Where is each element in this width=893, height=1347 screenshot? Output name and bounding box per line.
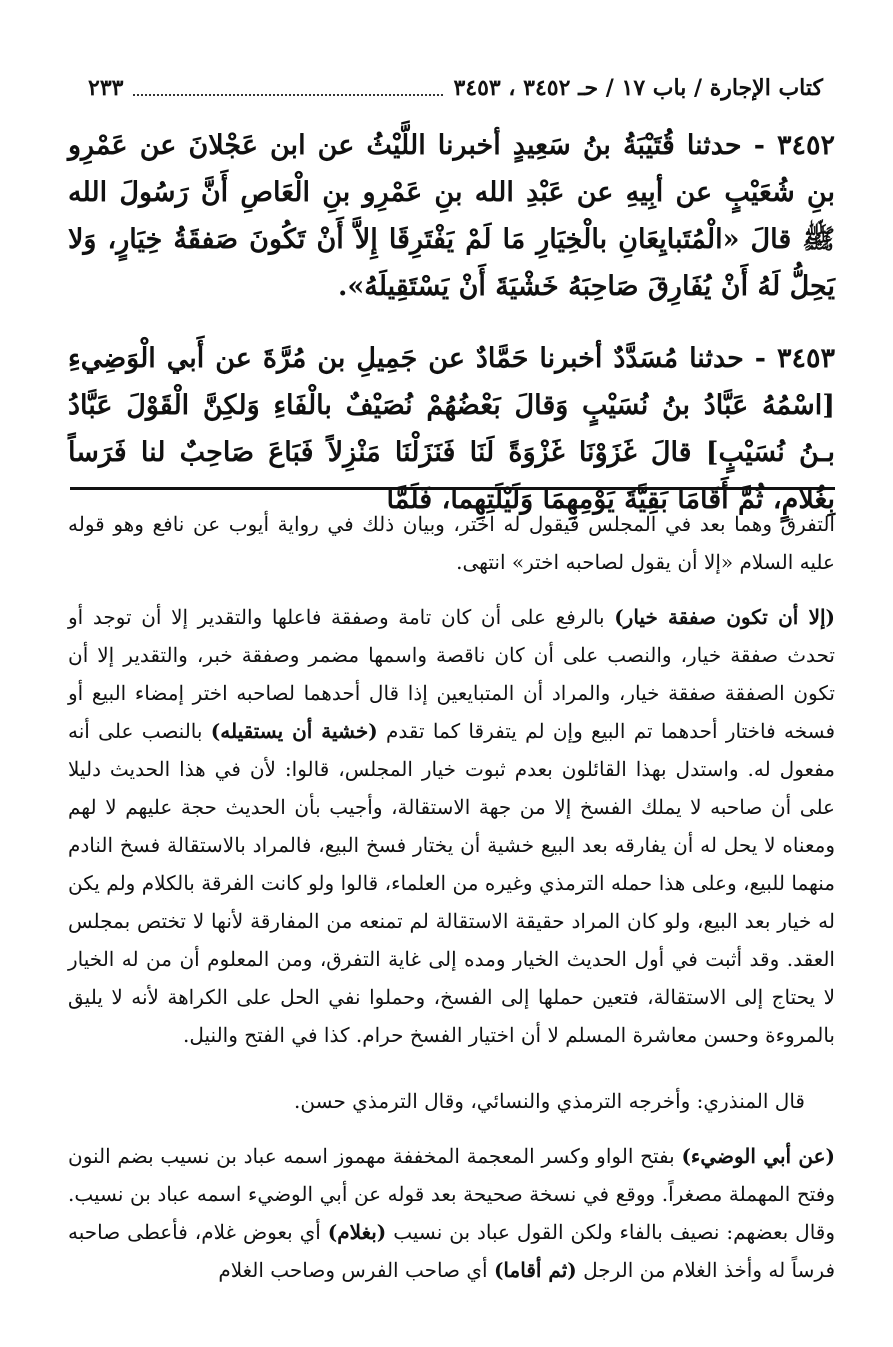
hadith-3453 (68, 335, 835, 523)
commentary-text: قال المنذري: وأخرجه الترمذي والنسائي، وقال الترمذي حسن. (294, 1089, 805, 1113)
header-title: كتاب الإجارة / باب ١٧ / حـ ٣٤٥٢ ، ٣٤٥٣ (453, 75, 823, 101)
hadith-text: حدثنا مُسَدَّدٌ أخبرنا حَمَّادٌ عن جَمِيلِ بن مُرَّةَ عن أَبي الْوَضِيءِ [اسْمُهُ عَبَّادُ بنُ نُسَيْبٍ وَقالَ بَعْضُهُمْ نُصَيْفٌ بالْفَاءِ وَلكِنَّ الْقَوْلَ عَبَّادُ بـنُ نُسَيْبٍ] قالَ غَزَوْنَا غَزْوَةً لَنَا فَنَزَلْنَا مَنْزِلاً فَبَاعَ صَاحِبٌ لنا فَرَساً بِغُلامٍ، ثُمَّ أَقَامَا بَقِيَّةَ يَوْمِهِمَا وَلَيْلَتِهِما، فَلَمَّا (68, 343, 835, 515)
commentary-paragraph (68, 598, 835, 1054)
hadith-number: ٣٤٥٣ - (754, 343, 835, 374)
running-header (88, 68, 823, 108)
commentary-term: (إلا أن تكون صفقة خيار) (614, 605, 835, 629)
commentary-term: (بغلام) (327, 1220, 387, 1244)
commentary-term: (عن أبي الوضيء) (681, 1144, 836, 1168)
page-number: ٢٣٣ (88, 75, 124, 101)
commentary-term: (ثم أقاما) (493, 1258, 577, 1282)
commentary-text: بالنصب على أنه مفعول له. واستدل بهذا القائلون بعدم ثبوت خيار المجلس، قالوا: لأن في هذا الحديث دليلا على أن صاحبه لا يملك الفسخ إلا من جهة الاستقالة، وأجيب بأن الحديث حجة عليهم لا لهم ومعناه لا يحل له أن يفارقه بعد البيع خشية أن يختار فسخ البيع، فالمراد بالاستقالة فسخ النادم منهما للبيع، وعلى هذا حمله الترمذي وغيره من العلماء، قالوا ولو كانت الفرقة بالكلام ولم يكن له خيار بعد البيع، ولو كان المراد حقيقة الاستقالة لم تمنعه من المفارقة لأنها لا تختص بمجلس العقد. وقد أثبت في أول الحديث الخيار ومده إلى غاية التفرق، ومن المعلوم أن من له الخيار لا يحتاج إلى الاستقالة، فتعين حملها إلى الفسخ، وحملوا نفي الحل على الكراهة لأنه لا يليق بالمروءة وحسن معاشرة المسلم لا أن اختيار الفسخ حرام. كذا في الفتح والنيل. (68, 719, 835, 1047)
commentary-paragraph (68, 505, 835, 581)
hadith-number: ٣٤٥٢ - (753, 130, 835, 161)
commentary-paragraph (68, 1137, 835, 1289)
dotted-leader (133, 80, 443, 96)
commentary-paragraph (68, 1082, 835, 1120)
separator-rule (70, 487, 835, 490)
hadith-text: حدثنا قُتَيْبَةُ بنُ سَعِيدٍ أخبرنا اللَّيْثُ عن ابن عَجْلانَ عن عَمْرِو بنِ شُعَيْبٍ عن أبِيهِ عن عَبْدِ الله بنِ عَمْرِو بنِ الْعَاصِ أَنَّ رَسُولَ الله ﷺ قالَ «الْمُتَبايِعَانِ بالْخِيَارِ مَا لَمْ يَفْتَرِقَا إِلاَّ أَنْ تَكُونَ صَفقَةُ خِيَارٍ، وَلا يَحِلُّ لَهُ أَنْ يُفَارِقَ صَاحِبَهُ خَشْيَةَ أَنْ يَسْتَقِيلَهُ». (68, 130, 835, 302)
commentary-text: التفرق وهما بعد في المجلس فيقول له اختر، وبيان ذلك في رواية أيوب عن نافع وهو قوله عليه السلام «إلا أن يقول لصاحبه اختر» انتهى. (68, 512, 835, 574)
hadith-3452 (68, 122, 835, 310)
commentary-term: (خشية أن يستقيله) (210, 719, 378, 743)
commentary-text: بالرفع على أن كان تامة وصفقة فاعلها والتقدير إلا أن توجد أو تحدث صفقة خيار، والنصب على أن كان ناقصة واسمها مضمر وصفقة خبر، والتقدير إلا أن تكون الصفقة صفقة خيار، والمراد أن المتبايعين إذا قال أحدهما لصاحبه اختر إمضاء البيع أو فسخه فاختار أحدهما تم البيع وإن لم يتفرقا كما تقدم (68, 605, 836, 743)
commentary-text: أي صاحب الفرس وصاحب الغلام (218, 1258, 488, 1282)
commentary-text: بفتح الواو وكسر المعجمة المخففة مهموز اسمه عباد بن نسيب بضم النون وفتح المهملة مصغراً. ووقع في نسخة صحيحة بعد قوله عن أبي الوضيء اسمه عباد بن نسيب. وقال بعضهم: نصيف بالفاء ولكن القول عباد بن نسيب (68, 1144, 836, 1244)
commentary-text: أي بعوض غلام، فأعطى صاحبه فرساً له وأخذ الغلام من الرجل (68, 1220, 835, 1282)
